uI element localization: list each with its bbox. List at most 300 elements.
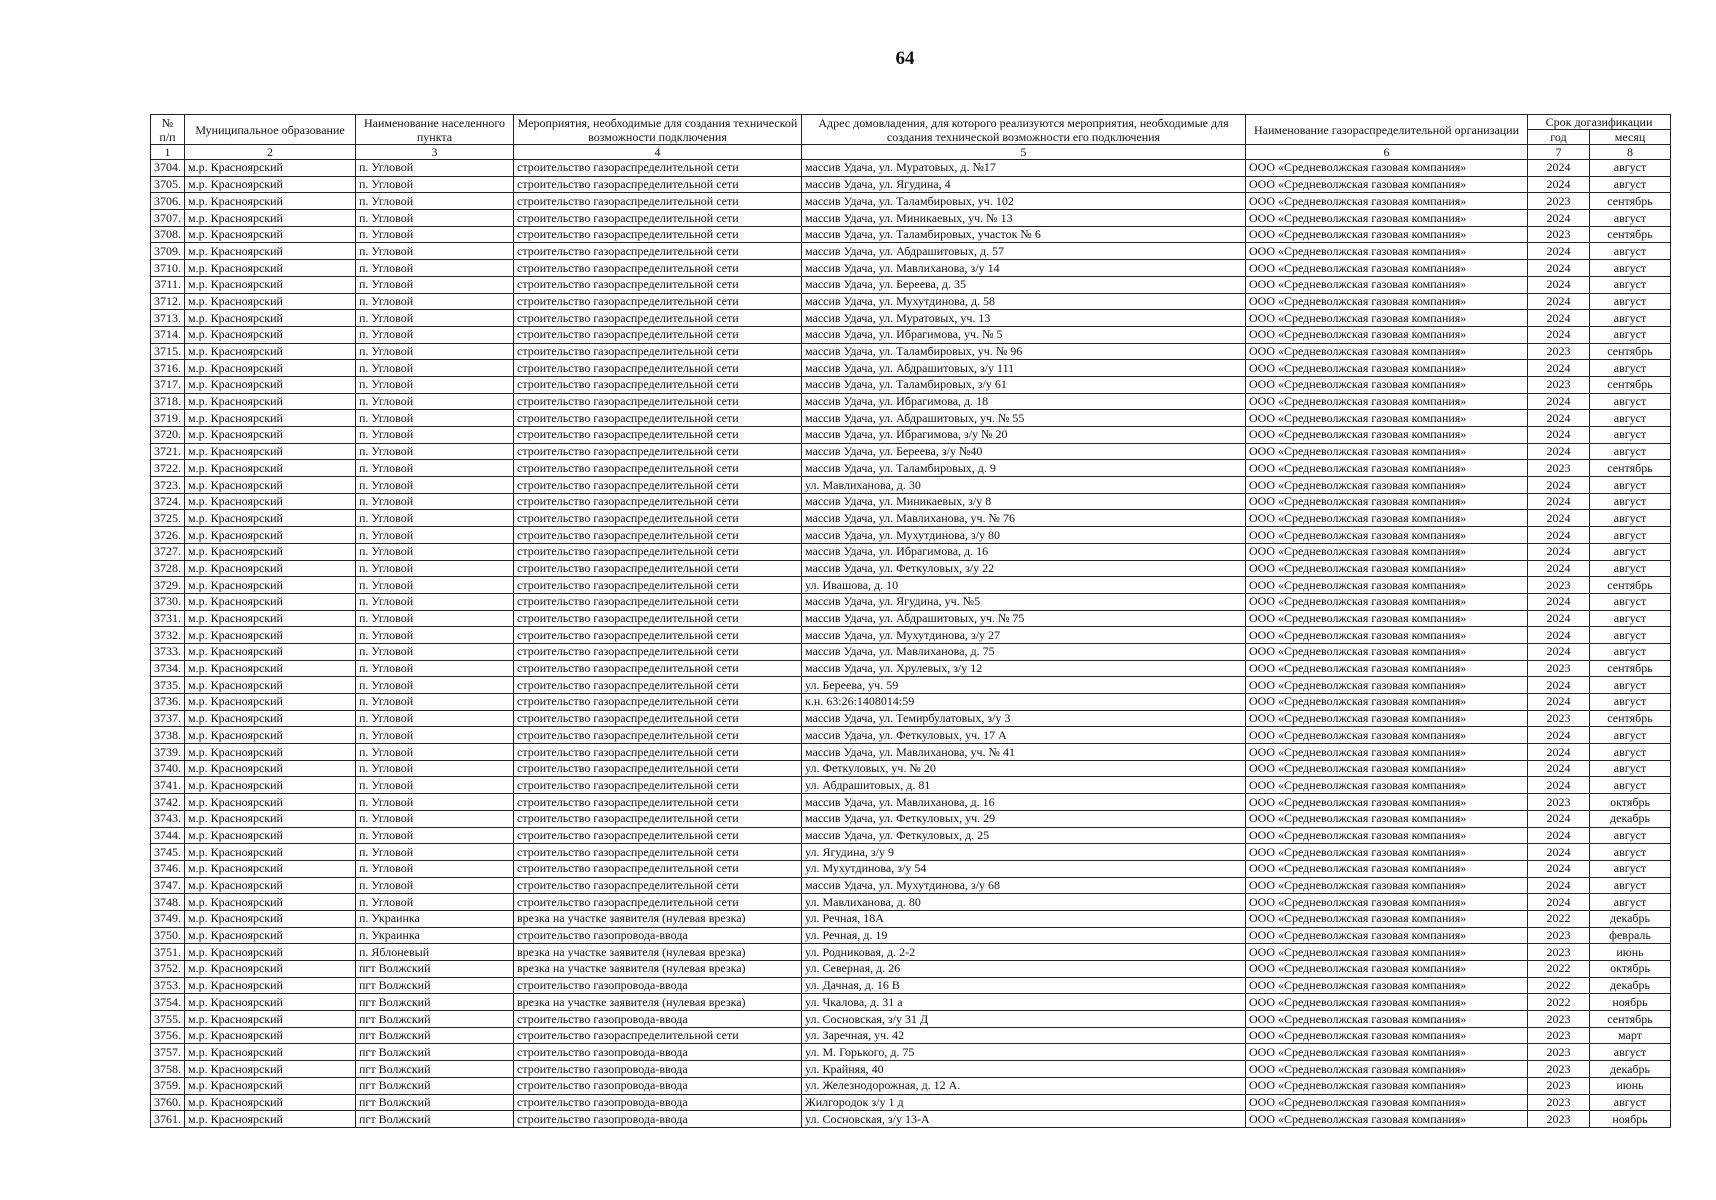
header-month: месяц [1590, 130, 1671, 145]
cell-measure: строительство газопровода-ввода [514, 1111, 802, 1128]
table-row [151, 226, 1671, 243]
table-row [151, 1094, 1671, 1111]
cell-organization: ООО «Средневолжская газовая компания» [1246, 160, 1528, 177]
cell-settlement: п. Угловой [356, 293, 514, 310]
cell-month: сентябрь [1590, 376, 1671, 393]
cell-index: 3709. [151, 243, 185, 260]
cell-address: массив Удача, ул. Береева, з/у №40 [802, 443, 1246, 460]
cell-organization: ООО «Средневолжская газовая компания» [1246, 610, 1528, 627]
cell-address: ул. Речная, д. 19 [802, 927, 1246, 944]
cell-settlement: п. Угловой [356, 226, 514, 243]
cell-index: 3717. [151, 376, 185, 393]
cell-settlement: п. Угловой [356, 477, 514, 494]
cell-year: 2024 [1528, 744, 1590, 761]
cell-address: ул. Речная, 18А [802, 910, 1246, 927]
cell-year: 2024 [1528, 276, 1590, 293]
cell-municipality: м.р. Красноярский [185, 1061, 356, 1078]
table-row [151, 393, 1671, 410]
cell-municipality: м.р. Красноярский [185, 744, 356, 761]
cell-measure: строительство газораспределительной сети [514, 727, 802, 744]
cell-municipality: м.р. Красноярский [185, 994, 356, 1011]
table-row [151, 794, 1671, 811]
cell-municipality: м.р. Красноярский [185, 977, 356, 994]
table-row [151, 376, 1671, 393]
cell-municipality: м.р. Красноярский [185, 410, 356, 427]
cell-year: 2023 [1528, 944, 1590, 961]
cell-municipality: м.р. Красноярский [185, 376, 356, 393]
cell-measure: строительство газораспределительной сети [514, 460, 802, 477]
cell-month: март [1590, 1027, 1671, 1044]
cell-year: 2024 [1528, 493, 1590, 510]
cell-municipality: м.р. Красноярский [185, 343, 356, 360]
cell-index: 3708. [151, 226, 185, 243]
cell-year: 2023 [1528, 226, 1590, 243]
cell-index: 3760. [151, 1094, 185, 1111]
column-number: 2 [185, 145, 356, 160]
cell-settlement: п. Угловой [356, 210, 514, 227]
cell-address: ул. Мавлиханова, д. 80 [802, 894, 1246, 911]
cell-municipality: м.р. Красноярский [185, 760, 356, 777]
table-row [151, 694, 1671, 711]
cell-address: массив Удача, ул. Абдрашитовых, д. 57 [802, 243, 1246, 260]
cell-month: август [1590, 160, 1671, 177]
cell-settlement: пгт Волжский [356, 1011, 514, 1028]
cell-address: массив Удача, ул. Ибрагимова, уч. № 5 [802, 326, 1246, 343]
cell-municipality: м.р. Красноярский [185, 894, 356, 911]
cell-organization: ООО «Средневолжская газовая компания» [1246, 777, 1528, 794]
cell-measure: строительство газораспределительной сети [514, 660, 802, 677]
table-row [151, 660, 1671, 677]
cell-month: август [1590, 176, 1671, 193]
cell-organization: ООО «Средневолжская газовая компания» [1246, 710, 1528, 727]
cell-organization: ООО «Средневолжская газовая компания» [1246, 760, 1528, 777]
cell-municipality: м.р. Красноярский [185, 844, 356, 861]
cell-measure: строительство газораспределительной сети [514, 577, 802, 594]
cell-year: 2023 [1528, 710, 1590, 727]
cell-address: массив Удача, ул. Мухутдинова, з/у 80 [802, 527, 1246, 544]
cell-month: декабрь [1590, 910, 1671, 927]
cell-organization: ООО «Средневолжская газовая компания» [1246, 326, 1528, 343]
cell-organization: ООО «Средневолжская газовая компания» [1246, 694, 1528, 711]
cell-year: 2023 [1528, 343, 1590, 360]
cell-year: 2023 [1528, 1044, 1590, 1061]
cell-settlement: пгт Волжский [356, 1094, 514, 1111]
cell-measure: строительство газораспределительной сети [514, 193, 802, 210]
cell-municipality: м.р. Красноярский [185, 276, 356, 293]
table-row [151, 1077, 1671, 1094]
table-row [151, 627, 1671, 644]
table-row [151, 326, 1671, 343]
header-year: год [1528, 130, 1590, 145]
cell-measure: строительство газораспределительной сети [514, 860, 802, 877]
cell-settlement: п. Угловой [356, 844, 514, 861]
cell-measure: строительство газораспределительной сети [514, 760, 802, 777]
cell-settlement: п. Угловой [356, 176, 514, 193]
cell-organization: ООО «Средневолжская газовая компания» [1246, 860, 1528, 877]
cell-settlement: п. Яблоневый [356, 944, 514, 961]
cell-organization: ООО «Средневолжская газовая компания» [1246, 360, 1528, 377]
cell-organization: ООО «Средневолжская газовая компания» [1246, 1077, 1528, 1094]
cell-month: февраль [1590, 927, 1671, 944]
cell-year: 2024 [1528, 477, 1590, 494]
cell-measure: врезка на участке заявителя (нулевая врезка) [514, 910, 802, 927]
cell-settlement: п. Угловой [356, 326, 514, 343]
table-row [151, 610, 1671, 627]
cell-year: 2024 [1528, 510, 1590, 527]
cell-settlement: пгт Волжский [356, 1061, 514, 1078]
cell-measure: строительство газопровода-ввода [514, 1077, 802, 1094]
cell-organization: ООО «Средневолжская газовая компания» [1246, 226, 1528, 243]
cell-municipality: м.р. Красноярский [185, 593, 356, 610]
cell-year: 2024 [1528, 160, 1590, 177]
cell-organization: ООО «Средневолжская газовая компания» [1246, 794, 1528, 811]
cell-municipality: м.р. Красноярский [185, 660, 356, 677]
cell-settlement: п. Угловой [356, 243, 514, 260]
cell-municipality: м.р. Красноярский [185, 944, 356, 961]
cell-address: ул. Заречная, уч. 42 [802, 1027, 1246, 1044]
cell-organization: ООО «Средневолжская газовая компания» [1246, 1111, 1528, 1128]
cell-organization: ООО «Средневолжская газовая компания» [1246, 477, 1528, 494]
cell-month: август [1590, 393, 1671, 410]
cell-month: июнь [1590, 1077, 1671, 1094]
cell-settlement: п. Угловой [356, 593, 514, 610]
cell-organization: ООО «Средневолжская газовая компания» [1246, 376, 1528, 393]
cell-municipality: м.р. Красноярский [185, 443, 356, 460]
cell-settlement: пгт Волжский [356, 961, 514, 978]
cell-settlement: п. Угловой [356, 727, 514, 744]
table-row [151, 343, 1671, 360]
cell-year: 2023 [1528, 927, 1590, 944]
cell-month: сентябрь [1590, 1011, 1671, 1028]
cell-measure: строительство газораспределительной сети [514, 276, 802, 293]
cell-settlement: п. Угловой [356, 627, 514, 644]
cell-organization: ООО «Средневолжская газовая компания» [1246, 176, 1528, 193]
cell-address: ул. Мухутдинова, з/у 54 [802, 860, 1246, 877]
cell-year: 2024 [1528, 427, 1590, 444]
cell-year: 2024 [1528, 393, 1590, 410]
cell-month: август [1590, 760, 1671, 777]
cell-organization: ООО «Средневолжская газовая компания» [1246, 727, 1528, 744]
table-row [151, 710, 1671, 727]
cell-address: массив Удача, ул. Таламбировых, з/у 61 [802, 376, 1246, 393]
cell-organization: ООО «Средневолжская газовая компания» [1246, 543, 1528, 560]
cell-municipality: м.р. Красноярский [185, 160, 356, 177]
cell-municipality: м.р. Красноярский [185, 777, 356, 794]
cell-measure: строительство газораспределительной сети [514, 360, 802, 377]
cell-settlement: п. Угловой [356, 810, 514, 827]
cell-organization: ООО «Средневолжская газовая компания» [1246, 510, 1528, 527]
cell-settlement: п. Угловой [356, 560, 514, 577]
cell-organization: ООО «Средневолжская газовая компания» [1246, 643, 1528, 660]
cell-month: август [1590, 593, 1671, 610]
cell-month: август [1590, 243, 1671, 260]
cell-measure: строительство газораспределительной сети [514, 493, 802, 510]
table-row [151, 427, 1671, 444]
cell-measure: строительство газораспределительной сети [514, 844, 802, 861]
cell-settlement: п. Угловой [356, 343, 514, 360]
cell-address: массив Удача, ул. Феткуловых, д. 25 [802, 827, 1246, 844]
cell-index: 3713. [151, 310, 185, 327]
table-row [151, 844, 1671, 861]
cell-year: 2024 [1528, 694, 1590, 711]
cell-settlement: п. Угловой [356, 794, 514, 811]
cell-address: массив Удача, ул. Береева, д. 35 [802, 276, 1246, 293]
cell-municipality: м.р. Красноярский [185, 961, 356, 978]
cell-address: массив Удача, ул. Мухутдинова, з/у 68 [802, 877, 1246, 894]
cell-measure: строительство газораспределительной сети [514, 176, 802, 193]
cell-address: массив Удача, ул. Мухутдинова, д. 58 [802, 293, 1246, 310]
cell-month: сентябрь [1590, 226, 1671, 243]
cell-organization: ООО «Средневолжская газовая компания» [1246, 460, 1528, 477]
cell-month: август [1590, 326, 1671, 343]
cell-month: август [1590, 727, 1671, 744]
cell-year: 2024 [1528, 894, 1590, 911]
table-row [151, 927, 1671, 944]
cell-index: 3718. [151, 393, 185, 410]
table-row [151, 910, 1671, 927]
cell-address: массив Удача, ул. Таламбировых, участок № 6 [802, 226, 1246, 243]
cell-organization: ООО «Средневолжская газовая компания» [1246, 410, 1528, 427]
cell-measure: строительство газораспределительной сети [514, 477, 802, 494]
table-row [151, 1044, 1671, 1061]
cell-measure: строительство газораспределительной сети [514, 827, 802, 844]
cell-year: 2024 [1528, 844, 1590, 861]
cell-address: ул. Феткуловых, уч. № 20 [802, 760, 1246, 777]
cell-year: 2024 [1528, 810, 1590, 827]
table-row [151, 276, 1671, 293]
cell-index: 3757. [151, 1044, 185, 1061]
cell-address: массив Удача, ул. Ягудина, уч. №5 [802, 593, 1246, 610]
cell-settlement: п. Угловой [356, 527, 514, 544]
cell-address: массив Удача, ул. Мавлиханова, д. 16 [802, 794, 1246, 811]
cell-month: сентябрь [1590, 660, 1671, 677]
cell-month: август [1590, 827, 1671, 844]
table-row [151, 860, 1671, 877]
cell-year: 2023 [1528, 1027, 1590, 1044]
cell-measure: врезка на участке заявителя (нулевая врезка) [514, 944, 802, 961]
cell-month: август [1590, 310, 1671, 327]
cell-month: август [1590, 627, 1671, 644]
cell-index: 3758. [151, 1061, 185, 1078]
cell-year: 2024 [1528, 777, 1590, 794]
cell-index: 3739. [151, 744, 185, 761]
table-header [151, 115, 1671, 160]
cell-municipality: м.р. Красноярский [185, 610, 356, 627]
table-row [151, 260, 1671, 277]
cell-year: 2023 [1528, 460, 1590, 477]
cell-settlement: пгт Волжский [356, 1111, 514, 1128]
cell-index: 3707. [151, 210, 185, 227]
table-row [151, 994, 1671, 1011]
cell-settlement: п. Угловой [356, 543, 514, 560]
cell-organization: ООО «Средневолжская газовая компания» [1246, 877, 1528, 894]
cell-organization: ООО «Средневолжская газовая компания» [1246, 994, 1528, 1011]
table-row [151, 744, 1671, 761]
cell-address: массив Удача, ул. Мухутдинова, з/у 27 [802, 627, 1246, 644]
cell-municipality: м.р. Красноярский [185, 910, 356, 927]
cell-organization: ООО «Средневолжская газовая компания» [1246, 627, 1528, 644]
cell-municipality: м.р. Красноярский [185, 510, 356, 527]
cell-index: 3761. [151, 1111, 185, 1128]
cell-index: 3715. [151, 343, 185, 360]
cell-month: сентябрь [1590, 577, 1671, 594]
cell-settlement: п. Угловой [356, 694, 514, 711]
table-row [151, 443, 1671, 460]
cell-organization: ООО «Средневолжская газовая компания» [1246, 961, 1528, 978]
cell-organization: ООО «Средневолжская газовая компания» [1246, 260, 1528, 277]
cell-measure: строительство газораспределительной сети [514, 643, 802, 660]
cell-municipality: м.р. Красноярский [185, 393, 356, 410]
cell-address: массив Удача, ул. Мавлиханова, з/у 14 [802, 260, 1246, 277]
cell-address: массив Удача, ул. Ибрагимова, д. 18 [802, 393, 1246, 410]
cell-measure: строительство газораспределительной сети [514, 443, 802, 460]
cell-address: массив Удача, ул. Феткуловых, уч. 29 [802, 810, 1246, 827]
cell-year: 2024 [1528, 260, 1590, 277]
cell-settlement: п. Угловой [356, 310, 514, 327]
cell-measure: строительство газопровода-ввода [514, 927, 802, 944]
cell-municipality: м.р. Красноярский [185, 860, 356, 877]
cell-index: 3752. [151, 961, 185, 978]
cell-index: 3755. [151, 1011, 185, 1028]
cell-organization: ООО «Средневолжская газовая компания» [1246, 977, 1528, 994]
cell-year: 2023 [1528, 794, 1590, 811]
cell-settlement: п. Угловой [356, 877, 514, 894]
cell-municipality: м.р. Красноярский [185, 1044, 356, 1061]
table-row [151, 1011, 1671, 1028]
gasification-table [150, 114, 1671, 1128]
cell-address: массив Удача, ул. Миникаевых, уч. № 13 [802, 210, 1246, 227]
cell-index: 3748. [151, 894, 185, 911]
cell-index: 3738. [151, 727, 185, 744]
cell-measure: строительство газораспределительной сети [514, 210, 802, 227]
cell-year: 2024 [1528, 543, 1590, 560]
cell-measure: строительство газораспределительной сети [514, 694, 802, 711]
cell-year: 2024 [1528, 293, 1590, 310]
cell-measure: строительство газораспределительной сети [514, 744, 802, 761]
cell-organization: ООО «Средневолжская газовая компания» [1246, 493, 1528, 510]
cell-year: 2024 [1528, 443, 1590, 460]
cell-measure: строительство газопровода-ввода [514, 1094, 802, 1111]
cell-month: август [1590, 210, 1671, 227]
cell-year: 2024 [1528, 610, 1590, 627]
cell-organization: ООО «Средневолжская газовая компания» [1246, 577, 1528, 594]
table-row [151, 777, 1671, 794]
cell-index: 3743. [151, 810, 185, 827]
cell-municipality: м.р. Красноярский [185, 310, 356, 327]
header-organization: Наименование газораспределительной организации [1246, 115, 1528, 145]
cell-address: массив Удача, ул. Ибрагимова, з/у № 20 [802, 427, 1246, 444]
cell-address: ул. Мавлиханова, д. 30 [802, 477, 1246, 494]
cell-year: 2022 [1528, 994, 1590, 1011]
cell-measure: строительство газораспределительной сети [514, 226, 802, 243]
cell-settlement: п. Угловой [356, 710, 514, 727]
cell-month: сентябрь [1590, 460, 1671, 477]
cell-municipality: м.р. Красноярский [185, 1111, 356, 1128]
cell-index: 3730. [151, 593, 185, 610]
cell-measure: строительство газораспределительной сети [514, 810, 802, 827]
cell-address: ул. Сосновская, з/у 13-А [802, 1111, 1246, 1128]
cell-settlement: п. Угловой [356, 493, 514, 510]
cell-address: массив Удача, ул. Феткуловых, з/у 22 [802, 560, 1246, 577]
cell-year: 2024 [1528, 243, 1590, 260]
cell-settlement: п. Угловой [356, 360, 514, 377]
table-row [151, 1027, 1671, 1044]
cell-organization: ООО «Средневолжская газовая компания» [1246, 1044, 1528, 1061]
cell-index: 3733. [151, 643, 185, 660]
cell-index: 3746. [151, 860, 185, 877]
cell-settlement: п. Угловой [356, 276, 514, 293]
cell-month: август [1590, 260, 1671, 277]
cell-month: август [1590, 543, 1671, 560]
cell-index: 3744. [151, 827, 185, 844]
cell-month: ноябрь [1590, 994, 1671, 1011]
cell-municipality: м.р. Красноярский [185, 1011, 356, 1028]
cell-address: массив Удача, ул. Абдрашитовых, з/у 111 [802, 360, 1246, 377]
column-number: 1 [151, 145, 185, 160]
cell-month: август [1590, 527, 1671, 544]
cell-month: август [1590, 477, 1671, 494]
cell-settlement: пгт Волжский [356, 1044, 514, 1061]
cell-organization: ООО «Средневолжская газовая компания» [1246, 560, 1528, 577]
cell-organization: ООО «Средневолжская газовая компания» [1246, 310, 1528, 327]
cell-municipality: м.р. Красноярский [185, 226, 356, 243]
cell-settlement: пгт Волжский [356, 1077, 514, 1094]
cell-municipality: м.р. Красноярский [185, 427, 356, 444]
cell-year: 2024 [1528, 410, 1590, 427]
cell-index: 3734. [151, 660, 185, 677]
cell-organization: ООО «Средневолжская газовая компания» [1246, 1094, 1528, 1111]
cell-organization: ООО «Средневолжская газовая компания» [1246, 527, 1528, 544]
cell-index: 3740. [151, 760, 185, 777]
cell-index: 3741. [151, 777, 185, 794]
cell-measure: строительство газораспределительной сети [514, 777, 802, 794]
cell-organization: ООО «Средневолжская газовая компания» [1246, 1027, 1528, 1044]
cell-municipality: м.р. Красноярский [185, 643, 356, 660]
cell-month: август [1590, 610, 1671, 627]
cell-address: ул. Сосновская, з/у 31 Д [802, 1011, 1246, 1028]
cell-address: массив Удача, ул. Таламбировых, уч. № 96 [802, 343, 1246, 360]
cell-municipality: м.р. Красноярский [185, 627, 356, 644]
cell-address: массив Удача, ул. Муратовых, д. №17 [802, 160, 1246, 177]
cell-index: 3723. [151, 477, 185, 494]
header-measures: Мероприятия, необходимые для создания технической возможности подключения [514, 115, 802, 145]
column-number: 5 [802, 145, 1246, 160]
table-row [151, 493, 1671, 510]
cell-measure: врезка на участке заявителя (нулевая врезка) [514, 994, 802, 1011]
cell-index: 3710. [151, 260, 185, 277]
cell-month: сентябрь [1590, 710, 1671, 727]
cell-settlement: п. Угловой [356, 427, 514, 444]
table-row [151, 477, 1671, 494]
cell-index: 3714. [151, 326, 185, 343]
table-row [151, 760, 1671, 777]
cell-organization: ООО «Средневолжская газовая компания» [1246, 210, 1528, 227]
cell-index: 3742. [151, 794, 185, 811]
cell-month: август [1590, 777, 1671, 794]
cell-measure: строительство газораспределительной сети [514, 376, 802, 393]
cell-municipality: м.р. Красноярский [185, 360, 356, 377]
cell-municipality: м.р. Красноярский [185, 577, 356, 594]
cell-index: 3732. [151, 627, 185, 644]
cell-index: 3726. [151, 527, 185, 544]
cell-month: август [1590, 410, 1671, 427]
cell-settlement: п. Угловой [356, 460, 514, 477]
cell-measure: строительство газопровода-ввода [514, 1061, 802, 1078]
table-row [151, 877, 1671, 894]
table-row [151, 593, 1671, 610]
table-row [151, 944, 1671, 961]
cell-organization: ООО «Средневолжская газовая компания» [1246, 1011, 1528, 1028]
